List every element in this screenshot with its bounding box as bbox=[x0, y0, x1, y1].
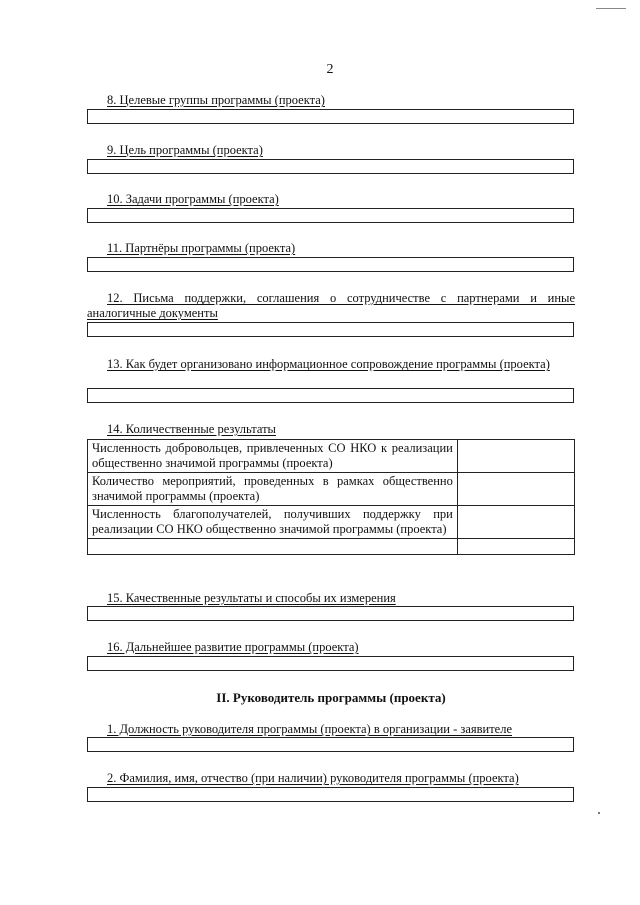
field-manager-name[interactable] bbox=[87, 787, 574, 802]
section-heading: II. Руководитель программы (проекта) bbox=[216, 690, 446, 705]
field-label-target-groups: 8. Целевые группы программы (проекта) bbox=[107, 93, 325, 107]
results-row-value[interactable] bbox=[457, 506, 574, 539]
field-info-support[interactable] bbox=[87, 388, 574, 403]
scan-speck bbox=[598, 812, 600, 814]
field-further-development[interactable] bbox=[87, 656, 574, 671]
field-tasks[interactable] bbox=[87, 208, 574, 223]
field-label-quantitative-results: 14. Количественные результаты bbox=[107, 422, 276, 436]
field-qualitative-results[interactable] bbox=[87, 606, 574, 621]
results-row-value[interactable] bbox=[457, 440, 574, 473]
results-row-label: Численность благополучателей, получивших поддержку при реализации СО НКО общественно значимой программы (проекта) bbox=[88, 506, 458, 539]
field-label-info-support: 13. Как будет организовано информационное сопровождение программы (проекта) bbox=[107, 357, 550, 371]
field-label-goal: 9. Цель программы (проекта) bbox=[107, 143, 263, 157]
field-goal[interactable] bbox=[87, 159, 574, 174]
field-label-tasks: 10. Задачи программы (проекта) bbox=[107, 192, 279, 206]
results-row-value[interactable] bbox=[457, 539, 574, 555]
field-support-letters[interactable] bbox=[87, 322, 574, 337]
field-label-manager-name: 2. Фамилия, имя, отчество (при наличии) руководителя программы (проекта) bbox=[107, 771, 519, 785]
page-number: 2 bbox=[326, 62, 334, 77]
results-row-label[interactable] bbox=[88, 539, 458, 555]
field-label-manager-position: 1. Должность руководителя программы (проекта) в организации - заявителе bbox=[107, 722, 513, 736]
field-partners[interactable] bbox=[87, 257, 574, 272]
scan-mark bbox=[596, 8, 626, 9]
results-row-value[interactable] bbox=[457, 473, 574, 506]
table-row bbox=[88, 473, 575, 506]
field-target-groups[interactable] bbox=[87, 109, 574, 124]
table-row bbox=[88, 539, 575, 555]
quantitative-results-table bbox=[87, 439, 575, 555]
field-label-partners: 11. Партнёры программы (проекта) bbox=[107, 241, 296, 255]
table-row bbox=[88, 506, 575, 539]
field-manager-position[interactable] bbox=[87, 737, 574, 752]
results-row-label: Количество мероприятий, проведенных в рамках общественно значимой программы (проекта) bbox=[88, 473, 458, 506]
results-row-label: Численность добровольцев, привлеченных СО НКО к реализации общественно значимой программы (проекта) bbox=[88, 440, 458, 473]
field-label-support-letters: 12. Письма поддержки, соглашения о сотрудничестве с партнерами и иные аналогичные документы bbox=[87, 291, 575, 320]
field-label-qualitative-results: 15. Качественные результаты и способы их измерения bbox=[107, 591, 396, 605]
table-row bbox=[88, 440, 575, 473]
field-label-further-development: 16. Дальнейшее развитие программы (проекта) bbox=[107, 640, 359, 654]
